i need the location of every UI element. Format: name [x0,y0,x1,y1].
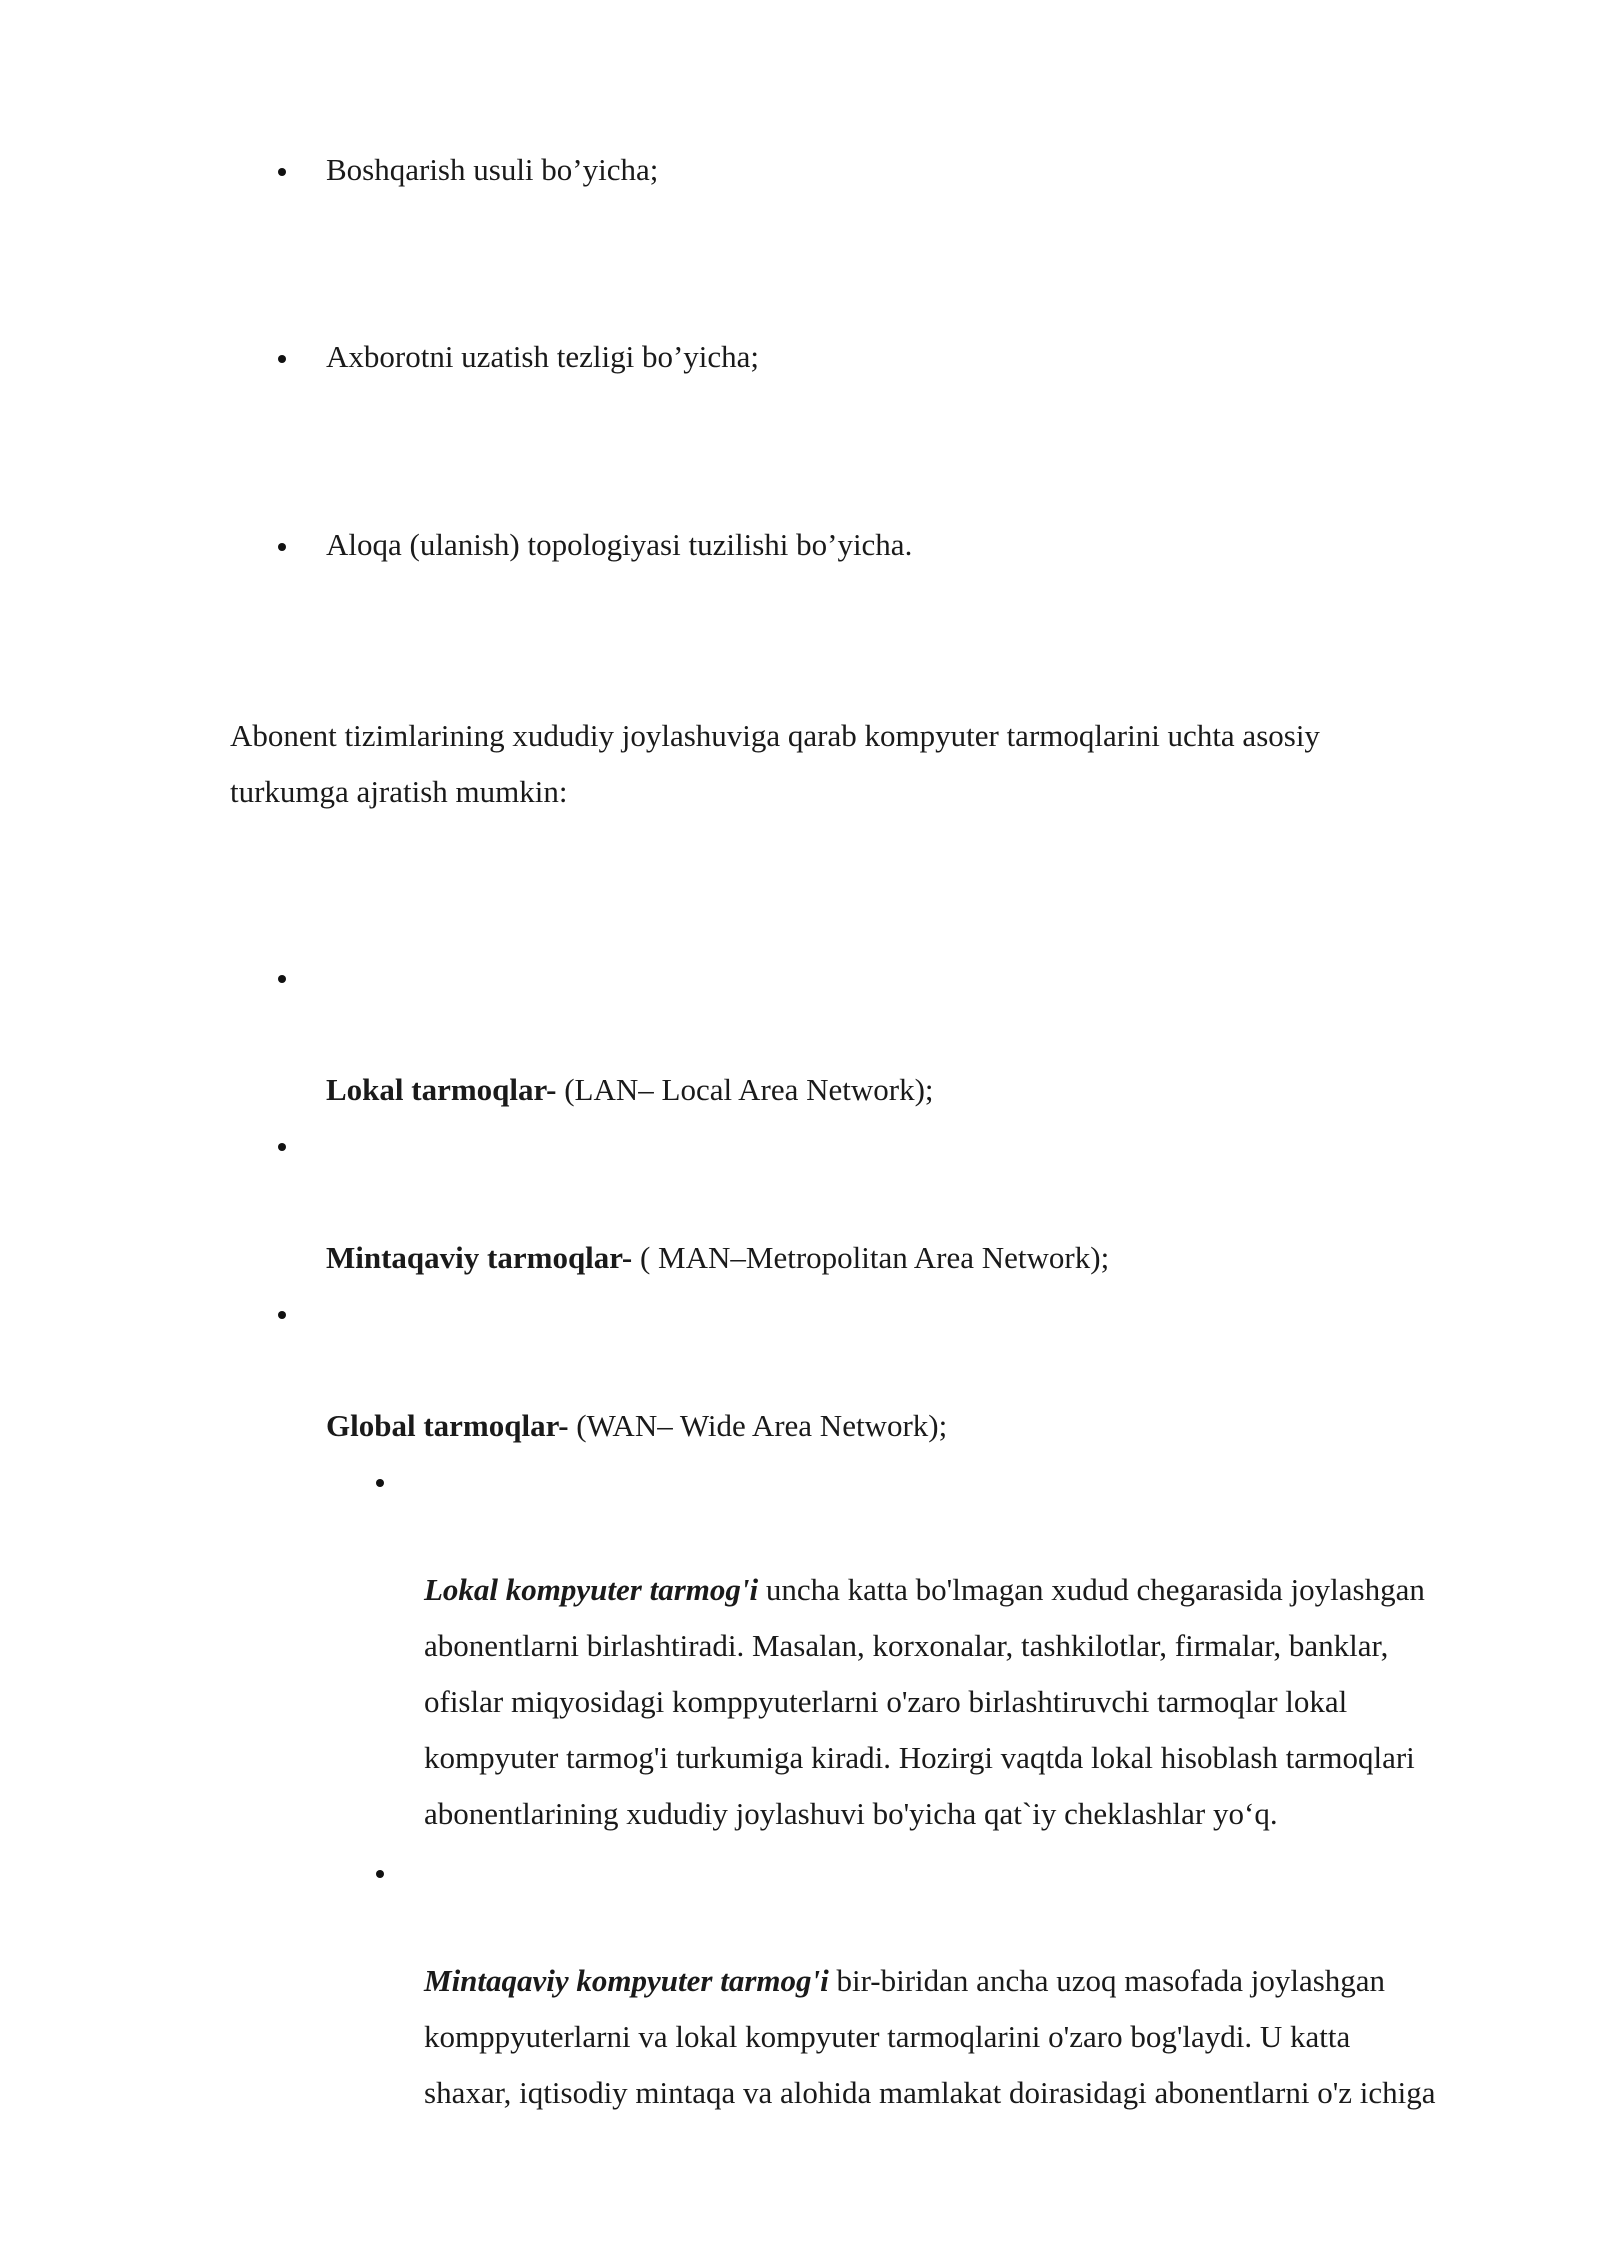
detail-paragraph [424,1562,1425,1842]
network-type-item [326,1240,1109,1276]
list-item: Axborotni uzatish tezligi bo’yicha; [326,339,760,374]
detail-line: kompyuter tarmog'i turkumiga kiradi. Hozirgi vaqtda lokal hisoblash tarmoqlari [424,1740,1415,1775]
detail-paragraph [424,1953,1436,2121]
detail-line: abonentlarining xududiy joylashuvi bo'yicha qat`iy cheklashlar yo‘q. [424,1796,1278,1831]
detail-line: komppyuterlarni va lokal kompyuter tarmoqlarini o'zaro bog'laydi. U katta [424,2019,1351,2054]
network-type-term: Mintaqaviy tarmoqlar- [326,1240,633,1275]
list-item: Boshqarish usuli bo’yicha; [326,152,659,187]
bullet-icon [278,975,286,983]
network-type-item [326,1408,947,1444]
bullet-icon [278,543,286,551]
detail-text: uncha katta bo'lmagan xudud chegarasida joylashgan [758,1572,1425,1607]
bullet-icon [278,1311,286,1319]
bullet-icon [278,168,286,176]
intro-paragraph [230,708,1320,820]
detail-text: bir-biridan ancha uzoq masofada joylashgan [828,1963,1386,1998]
network-type-item [326,1072,934,1108]
detail-term: Lokal kompyuter tarmog'i [424,1572,759,1607]
network-type-desc: ( MAN–Metropolitan Area Network); [632,1240,1110,1275]
network-type-desc: (WAN– Wide Area Network); [568,1408,948,1443]
network-type-term: Global tarmoqlar- [326,1408,569,1443]
network-type-desc: (LAN– Local Area Network); [556,1072,934,1107]
bullet-icon [278,355,286,363]
detail-line: shaxar, iqtisodiy mintaqa va alohida mamlakat doirasidagi abonentlarni o'z ichiga [424,2075,1436,2110]
list-item: Aloqa (ulanish) topologiyasi tuzilishi bo’yicha. [326,527,913,562]
detail-line: ofislar miqyosidagi komppyuterlarni o'zaro birlashtiruvchi tarmoqlar lokal [424,1684,1348,1719]
detail-line [424,1562,1425,1618]
intro-line: Abonent tizimlarining xududiy joylashuviga qarab kompyuter tarmoqlarini uchta asosiy [230,718,1320,753]
bullet-icon [376,1870,384,1878]
bullet-icon [278,1143,286,1151]
detail-line: abonentlarni birlashtiradi. Masalan, korxonalar, tashkilotlar, firmalar, banklar, [424,1628,1389,1663]
network-type-term: Lokal tarmoqlar- [326,1072,557,1107]
intro-line: turkumga ajratish mumkin: [230,774,568,809]
detail-term: Mintaqaviy kompyuter tarmog'i [424,1963,829,1998]
bullet-icon [376,1479,384,1487]
detail-line [424,1953,1436,2009]
